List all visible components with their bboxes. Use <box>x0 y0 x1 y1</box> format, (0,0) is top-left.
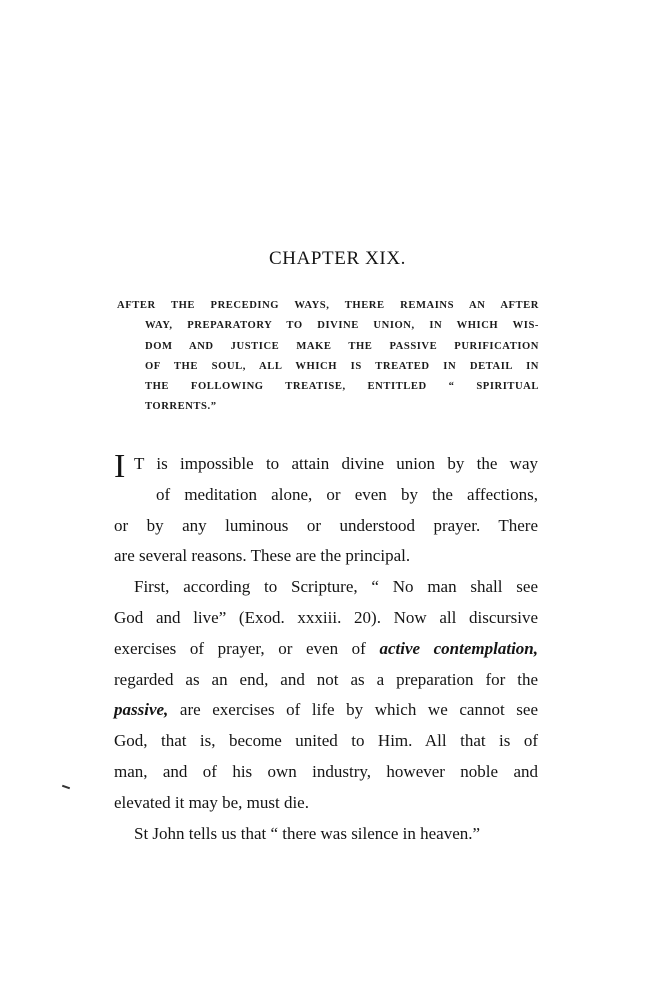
summary-line: THE FOLLOWING TREATISE, ENTITLED “ SPIRITUAL <box>145 381 539 393</box>
chapter-summary <box>117 296 539 418</box>
summary-line: WAY, PREPARATORY TO DIVINE UNION, IN WHICH WIS- <box>145 320 539 332</box>
margin-mark <box>62 785 70 790</box>
text-run: exercises of prayer, or even of <box>114 638 380 658</box>
paragraph-line <box>114 695 538 726</box>
italic-term: active contemplation, <box>379 638 538 658</box>
summary-line: DOM AND JUSTICE MAKE THE PASSIVE PURIFICATION <box>145 340 539 352</box>
summary-line: TORRENTS.” <box>145 401 217 413</box>
italic-term: passive, <box>114 700 169 720</box>
paragraph-line: man, and of his own industry, however noble and <box>114 761 538 781</box>
paragraph-line: are several reasons. These are the principal. <box>114 546 411 566</box>
body-text <box>114 449 538 849</box>
summary-line: AFTER THE PRECEDING WAYS, THERE REMAINS AN AFTER <box>117 300 539 311</box>
drop-cap: I <box>114 448 126 485</box>
summary-line: OF THE SOUL, ALL WHICH IS TREATED IN DETAIL IN <box>145 360 539 372</box>
first-line: T is impossible to attain divine union by the way <box>134 454 538 473</box>
paragraph-line: First, according to Scripture, “ No man shall see <box>134 577 538 597</box>
paragraph-line: God, that is, become united to Him. All that is of <box>114 731 538 751</box>
text-run: are exercises of life by which we cannot see <box>168 700 538 720</box>
paragraph-line: of meditation alone, or even by the affections, <box>156 484 538 504</box>
paragraph-line: St John tells us that “ there was silence in heaven.” <box>134 823 481 843</box>
paragraph-line <box>114 634 538 665</box>
paragraph-line: God and live” (Exod. xxxiii. 20). Now all discursive <box>114 607 538 627</box>
paragraph-line: elevated it may be, must die. <box>114 792 309 812</box>
chapter-title: CHAPTER XIX. <box>268 248 407 269</box>
paragraph-line: regarded as an end, and not as a preparation for the <box>114 669 538 689</box>
paragraph-line: or by any luminous or understood prayer. There <box>114 515 538 535</box>
